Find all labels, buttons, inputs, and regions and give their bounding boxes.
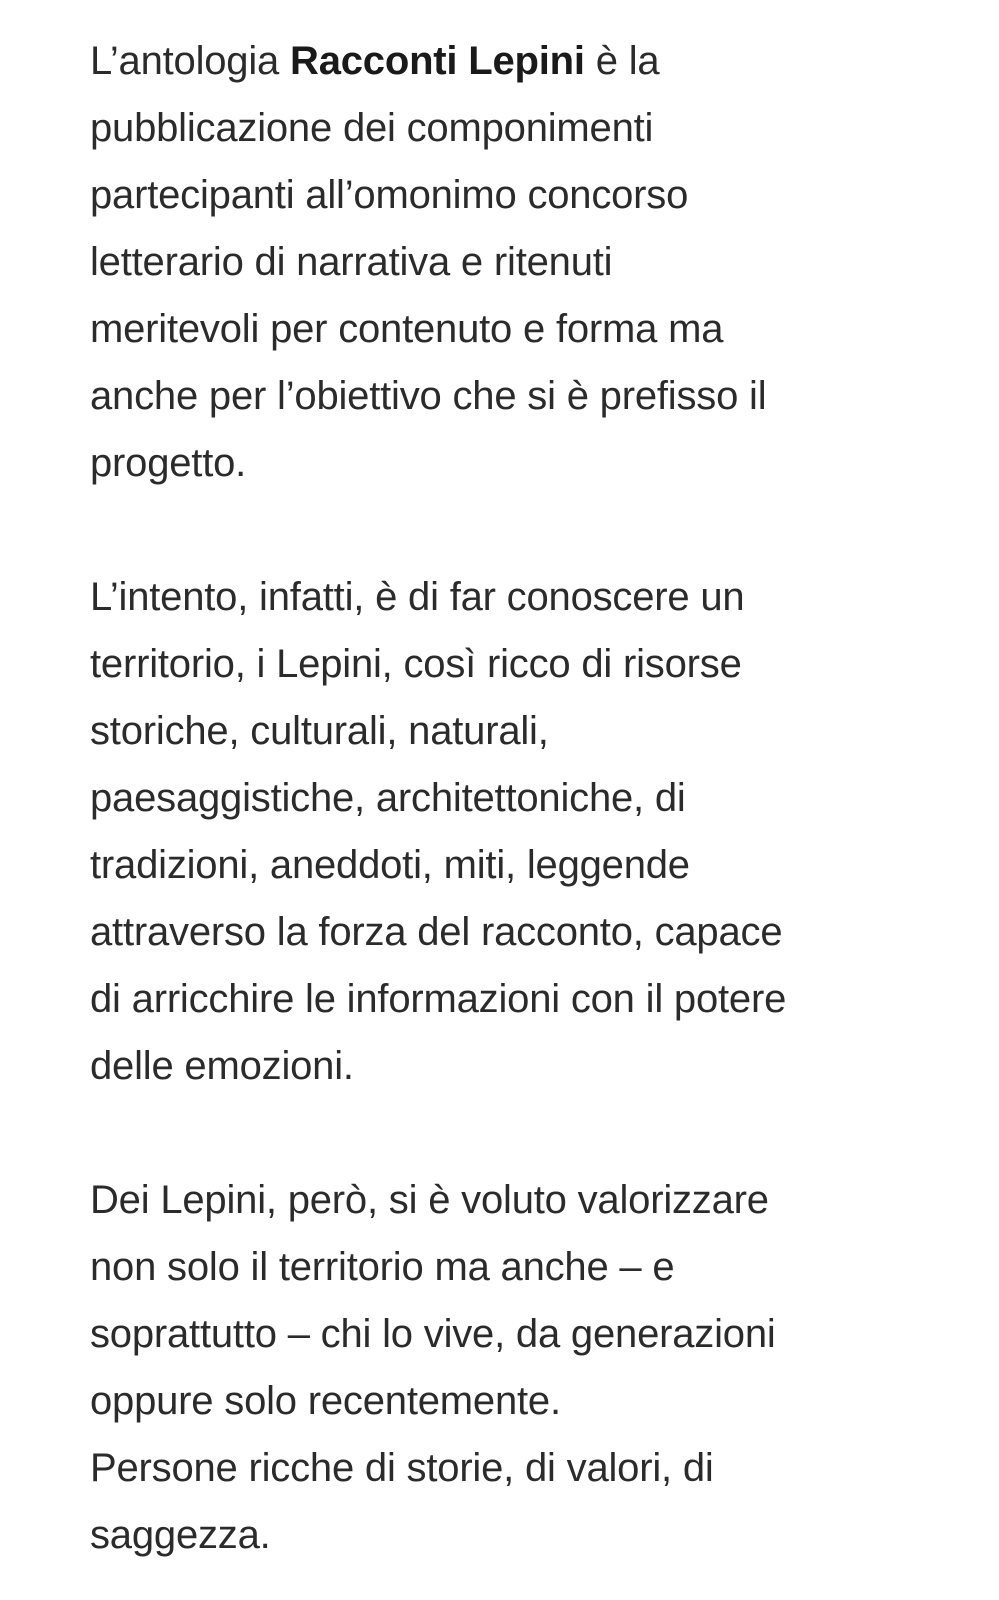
text-line: anche per l’obiettivo che si è prefisso il xyxy=(90,374,767,418)
text-line: progetto. xyxy=(90,441,247,485)
text-line: soprattutto – chi lo vive, da generazioni xyxy=(90,1312,776,1356)
text-line xyxy=(90,28,970,95)
text-line: tradizioni, aneddoti, miti, leggende xyxy=(90,843,690,887)
text-line: L’intento, infatti, è di far conoscere un xyxy=(90,575,745,619)
paragraph-intent xyxy=(90,564,970,1100)
anthology-title: Racconti Lepini xyxy=(290,39,585,83)
text-line: letterario di narrativa e ritenuti xyxy=(90,240,613,284)
text-line: meritevoli per contenuto e forma ma xyxy=(90,307,724,351)
paragraph-people xyxy=(90,1167,970,1569)
text-prefix: L’antologia xyxy=(90,39,291,83)
paragraph-intro xyxy=(90,28,970,497)
text-line: Persone ricche di storie, di valori, di xyxy=(90,1446,714,1490)
text-line: attraverso la forza del racconto, capace xyxy=(90,910,783,954)
text-line: paesaggistiche, architettoniche, di xyxy=(90,776,686,820)
text-line: non solo il territorio ma anche – e xyxy=(90,1245,675,1289)
text-line: di arricchire le informazioni con il potere xyxy=(90,977,787,1021)
text-line: storiche, culturali, naturali, xyxy=(90,709,549,753)
text-line: Dei Lepini, però, si è voluto valorizzare xyxy=(90,1178,769,1222)
article-body xyxy=(90,28,970,1569)
text-line: delle emozioni. xyxy=(90,1044,354,1088)
text-rest: è la xyxy=(584,39,660,83)
text-line: oppure solo recentemente. xyxy=(90,1379,561,1423)
text-line: saggezza. xyxy=(90,1513,271,1557)
text-line: partecipanti all’omonimo concorso xyxy=(90,173,689,217)
text-line: territorio, i Lepini, così ricco di risorse xyxy=(90,642,742,686)
text-line: pubblicazione dei componimenti xyxy=(90,106,654,150)
